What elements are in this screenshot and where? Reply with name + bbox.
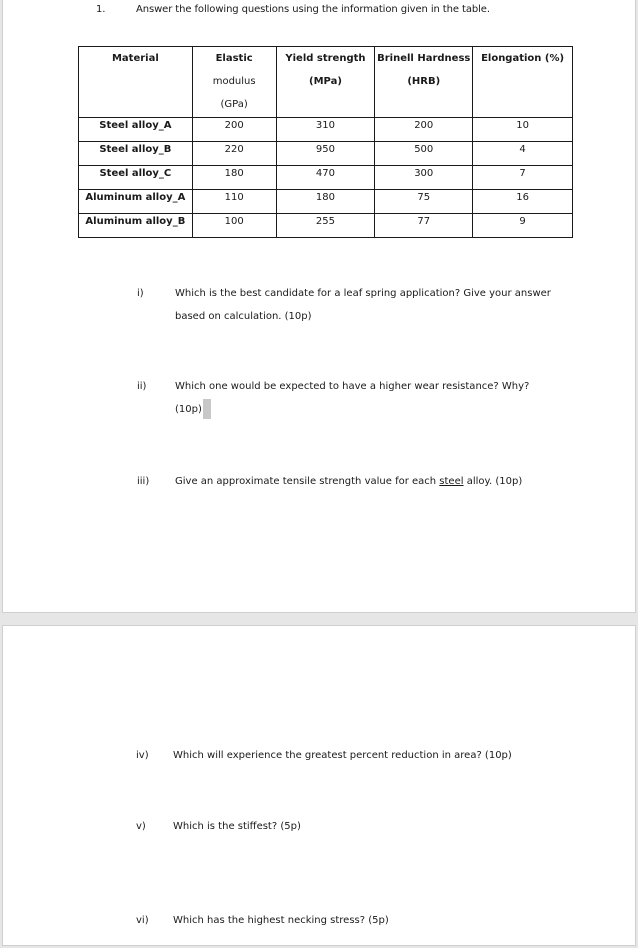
question-i-text: Which is the best candidate for a leaf spring application? Give your answer based on calculation. (10p) — [175, 288, 551, 322]
cell-yield-strength: 470 — [276, 166, 375, 190]
question-v-number: v) — [136, 821, 146, 832]
cell-material: Aluminum alloy_A — [79, 190, 193, 214]
question-iv-number: iv) — [136, 750, 149, 761]
document-page-1 — [2, 0, 636, 613]
cell-yield-strength: 180 — [276, 190, 375, 214]
underlined-steel: steel — [439, 476, 464, 487]
cell-elastic-modulus: 220 — [192, 142, 276, 166]
materials-table — [78, 46, 573, 238]
question-iv-text: Which will experience the greatest percent reduction in area? (10p) — [173, 750, 512, 761]
table-row — [79, 166, 573, 190]
cell-elastic-modulus: 100 — [192, 214, 276, 238]
question-i-number: i) — [137, 288, 144, 299]
question-number: 1. — [96, 4, 106, 15]
text-cursor[interactable] — [203, 399, 211, 419]
question-vi-number: vi) — [136, 915, 149, 926]
instruction-text: Answer the following questions using the information given in the table. — [136, 4, 490, 15]
cell-yield-strength: 950 — [276, 142, 375, 166]
table-row — [79, 214, 573, 238]
cell-yield-strength: 255 — [276, 214, 375, 238]
cell-hardness: 75 — [375, 190, 473, 214]
question-ii-text: Which one would be expected to have a higher wear resistance? Why? (10p) — [175, 375, 529, 421]
cell-material: Aluminum alloy_B — [79, 214, 193, 238]
question-ii-number: ii) — [137, 381, 147, 392]
cell-elastic-modulus: 110 — [192, 190, 276, 214]
cell-material: Steel alloy_B — [79, 142, 193, 166]
question-vi-text: Which has the highest necking stress? (5p) — [173, 915, 389, 926]
cell-hardness: 300 — [375, 166, 473, 190]
question-iii-number: iii) — [137, 476, 150, 487]
cell-material: Steel alloy_C — [79, 166, 193, 190]
question-v-text: Which is the stiffest? (5p) — [173, 821, 301, 832]
cell-hardness: 500 — [375, 142, 473, 166]
document-page-2 — [2, 625, 636, 946]
cell-elongation: 16 — [473, 190, 573, 214]
cell-elongation: 4 — [473, 142, 573, 166]
cell-elongation: 7 — [473, 166, 573, 190]
table-row — [79, 118, 573, 142]
question-iii-text: Give an approximate tensile strength value for each steel alloy. (10p) — [175, 476, 523, 487]
header-elastic-modulus: Elastic modulus (GPa) — [192, 47, 276, 118]
header-yield-strength: Yield strength (MPa) — [276, 47, 375, 118]
table-row — [79, 190, 573, 214]
header-brinell-hardness: Brinell Hardness (HRB) — [375, 47, 473, 118]
cell-material: Steel alloy_A — [79, 118, 193, 142]
header-material: Material — [79, 47, 193, 118]
cell-elastic-modulus: 180 — [192, 166, 276, 190]
cell-elongation: 10 — [473, 118, 573, 142]
cell-hardness: 77 — [375, 214, 473, 238]
cell-elastic-modulus: 200 — [192, 118, 276, 142]
cell-elongation: 9 — [473, 214, 573, 238]
cell-hardness: 200 — [375, 118, 473, 142]
cell-yield-strength: 310 — [276, 118, 375, 142]
table-row — [79, 142, 573, 166]
header-elongation: Elongation (%) — [473, 47, 573, 118]
table-header-row — [79, 47, 573, 118]
